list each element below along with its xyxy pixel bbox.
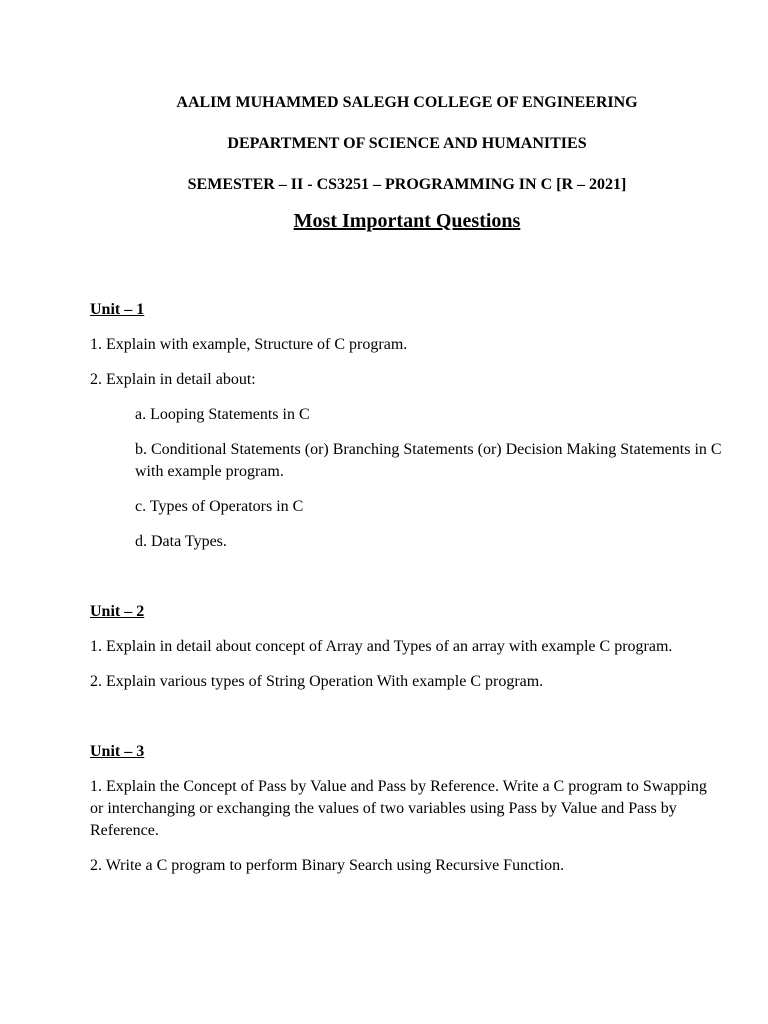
unit-1-question-2: 2. Explain in detail about:	[90, 371, 256, 388]
unit-2-heading: Unit – 2	[90, 603, 145, 620]
unit-1-heading: Unit – 1	[90, 301, 145, 318]
college-name: AALIM MUHAMMED SALEGH COLLEGE OF ENGINEERING	[176, 94, 638, 111]
unit-1-subitem-b: b. Conditional Statements (or) Branching Statements (or) Decision Making Statements in C with example program.	[135, 441, 722, 480]
unit-2-question-2: 2. Explain various types of String Operation With example C program.	[90, 673, 544, 690]
unit-3-heading: Unit – 3	[90, 743, 145, 760]
unit-3-question-1: 1. Explain the Concept of Pass by Value and Pass by Reference. Write a C program to Swapping or interchanging or exchanging the values of two variables using Pass by Value and Pass by Reference.	[90, 778, 707, 839]
unit-2-question-1: 1. Explain in detail about concept of Array and Types of an array with example C program.	[90, 638, 673, 655]
unit-1-subitem-d: d. Data Types.	[135, 533, 227, 550]
unit-1-subitem-c: c. Types of Operators in C	[135, 498, 304, 515]
unit-1-subitem-a: a. Looping Statements in C	[135, 406, 310, 423]
course-line: SEMESTER – II - CS3251 – PROGRAMMING IN C [R – 2021]	[187, 176, 627, 193]
department-name: DEPARTMENT OF SCIENCE AND HUMANITIES	[227, 135, 587, 152]
unit-3-question-2: 2. Write a C program to perform Binary Search using Recursive Function.	[90, 857, 565, 874]
unit-1-question-1: 1. Explain with example, Structure of C program.	[90, 336, 408, 353]
document-title: Most Important Questions	[293, 210, 521, 232]
